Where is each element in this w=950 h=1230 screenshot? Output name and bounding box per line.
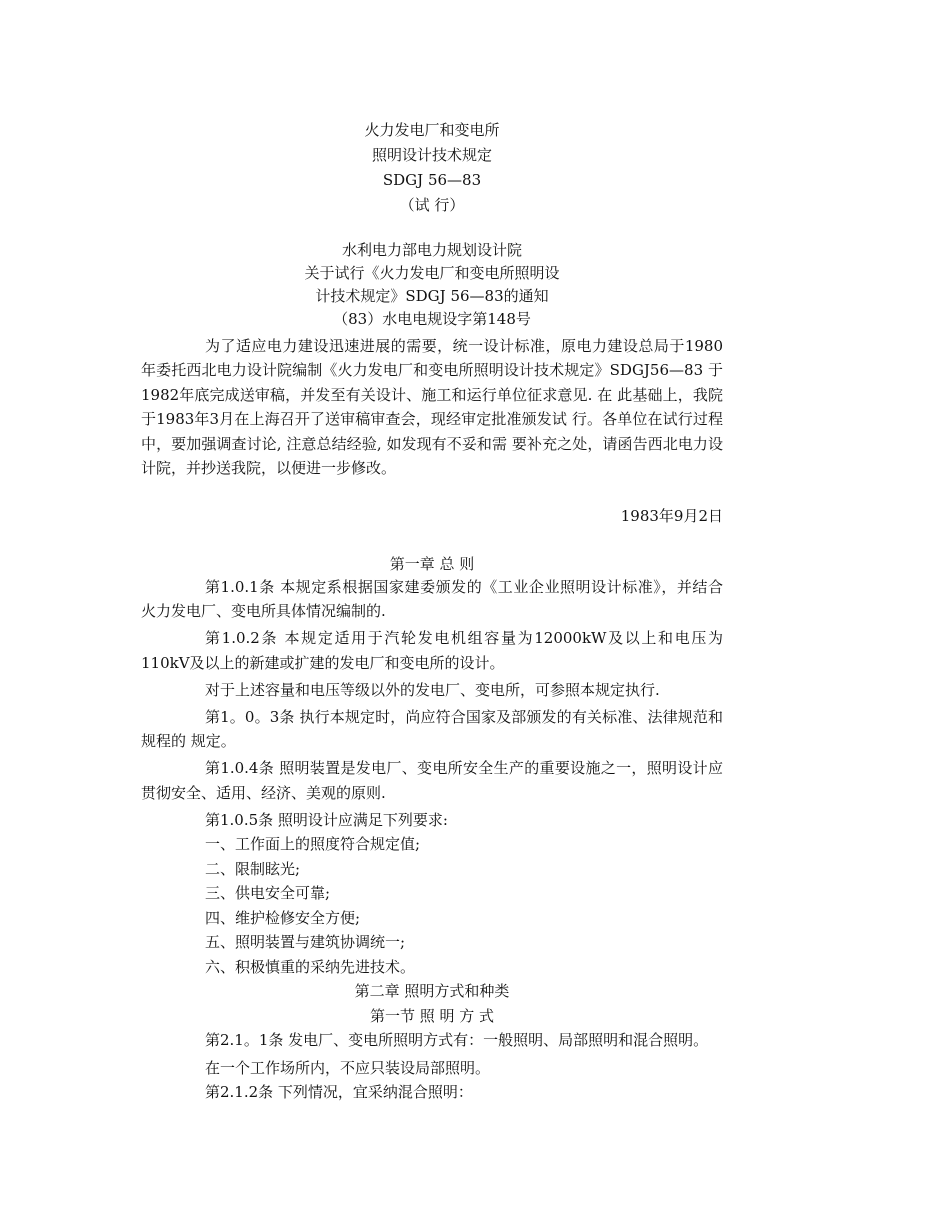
title-line: 照明设计技术规定 xyxy=(371,146,492,164)
requirement-item: 一、工作面上的照度符合规定值; xyxy=(205,835,421,854)
requirement-item: 六、积极慎重的采纳先进技术。 xyxy=(205,957,416,976)
issuer: 水利电力部电力规划设计院 xyxy=(341,241,522,259)
requirement-item: 五、照明装置与建筑协调统一; xyxy=(205,933,406,952)
article-1-0-3: 第1。0。3条 执行本规定时，尚应符合国家及部颁发的有关标准、法律规范和规程的 规定。 xyxy=(141,708,723,751)
trial-status: （试 行） xyxy=(399,196,465,214)
chapter-2-title: 第二章 照明方式和种类 xyxy=(354,982,510,1001)
chapter-1-title: 第一章 总 则 xyxy=(389,555,475,573)
title-line: 火力发电厂和变电所 xyxy=(364,121,500,139)
article-1-0-4: 第1.0.4条 照明装置是发电厂、变电所安全生产的重要设施之一，照明设计应 贯彻安全、适用、经济、美观的原则. xyxy=(141,759,723,802)
notice-date: 1983年9月2日 xyxy=(620,507,723,525)
article-1-0-5: 第1.0.5条 照明设计应满足下列要求: xyxy=(205,810,448,829)
document-title-block xyxy=(141,118,723,218)
notice-title: 计技术规定》SDGJ 56—83的通知 xyxy=(315,287,549,305)
section-1-title: 第一节 照 明 方 式 xyxy=(369,1006,495,1025)
article-1-0-2-note: 对于上述容量和电压等级以外的发电厂、变电所，可参照本规定执行. xyxy=(205,680,660,699)
notice-body: 为了适应电力建设迅速进展的需要，统一设计标准，原电力建设总局于1980 年委托西北电力设计院编制《火力发电厂和变电所照明设计技术规定》SDGJ56—83 于1982年底完成送审稿，并发至有关设计、施工和运行单位征求意见. 在 此基础上，我院于1983年3月在上海召开了送审稿审查会，现经审定批准颁发试 行。各单位在试行过程中，要加强调查讨论, 注意总结经验, 如发现有不妥和需 要补充之处，请函告西北电力设计院，并抄送我院，以便进一步修改。 xyxy=(141,337,723,478)
article-2-1-1-note: 在一个工作场所内，不应只装设局部照明。 xyxy=(205,1058,491,1077)
article-1-0-1: 第1.0.1条 本规定系根据国家建委颁发的《工业企业照明设计标准》，并结合 火力发电厂、变电所具体情况编制的. xyxy=(141,578,723,621)
article-2-1-2: 第2.1.2条 下列情况，宜采纳混合照明： xyxy=(205,1083,473,1102)
document-number: （83）水电电规设字第148号 xyxy=(333,310,531,328)
notice-title: 关于试行《火力发电厂和变电所照明设 xyxy=(304,264,560,282)
notice-heading xyxy=(141,239,723,331)
articles xyxy=(141,575,723,1105)
standard-code: SDGJ 56—83 xyxy=(382,171,482,189)
requirement-item: 二、限制眩光; xyxy=(205,859,301,878)
requirement-item: 四、维护检修安全方便; xyxy=(205,908,361,927)
article-2-1-1: 第2.1。1条 发电厂、变电所照明方式有：一般照明、局部照明和混合照明。 xyxy=(205,1031,709,1050)
requirement-item: 三、供电安全可靠; xyxy=(205,884,331,903)
article-1-0-2: 第1.0.2条 本规定适用于汽轮发电机组容量为12000kW及以上和电压为110kV及以上的新建或扩建的发电厂和变电所的设计。 xyxy=(141,629,723,672)
